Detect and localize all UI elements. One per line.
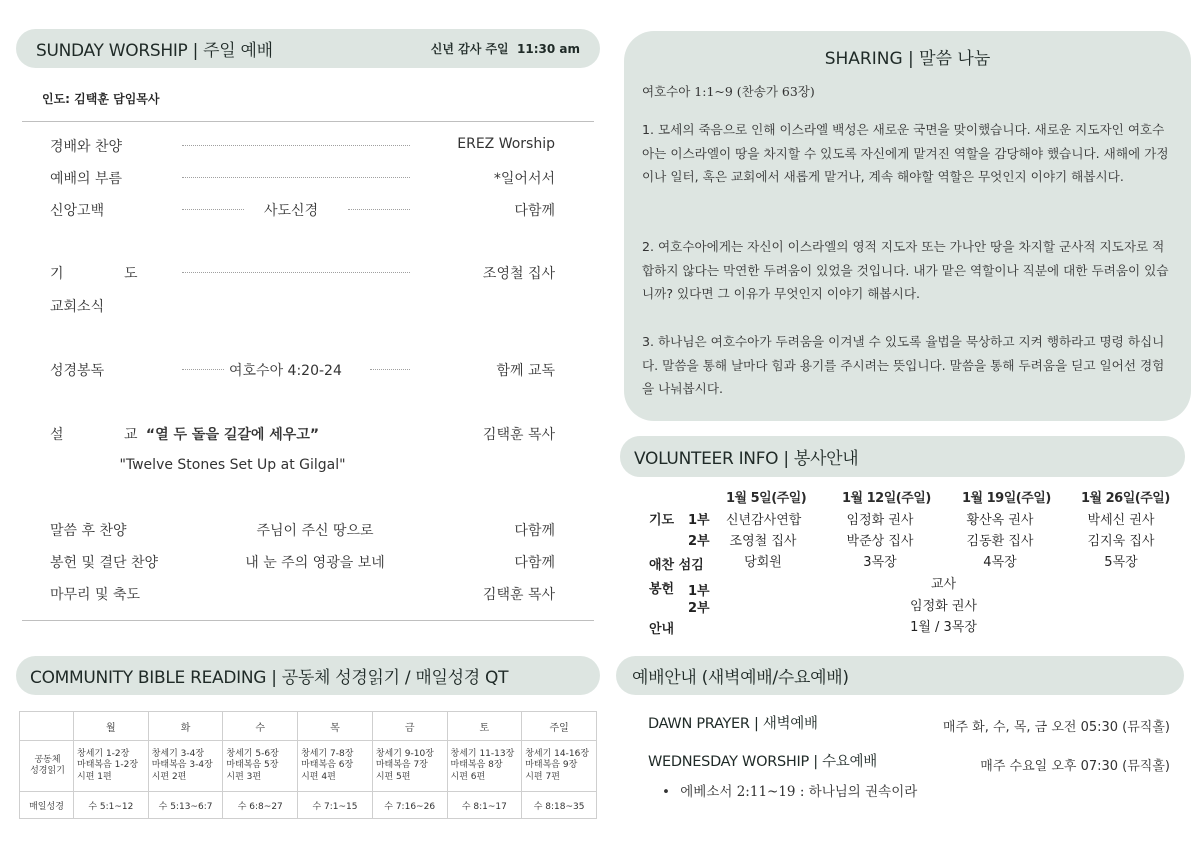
reading-cell: [447, 741, 522, 792]
volunteer-label-prayer: 기도: [649, 513, 675, 528]
volunteer-cell: 김동환 집사: [966, 534, 1034, 549]
reading-cell: [372, 741, 447, 792]
row-label-line: 공동체: [34, 754, 61, 765]
day-header: 목: [298, 712, 373, 741]
volunteer-cell: 김지욱 집사: [1087, 534, 1155, 549]
reading-cell: 수 5:13~6:7: [148, 792, 223, 819]
bullet-icon: •: [662, 784, 670, 800]
volunteer-date: 1월 5일(주일): [726, 491, 807, 506]
cell-line: 창세기 9-10장: [375, 748, 434, 759]
cell-line: 창세기 5-6장: [226, 748, 279, 759]
volunteer-date: 1월 12일(주일): [842, 491, 931, 506]
order-middle: 사도신경: [264, 203, 319, 219]
sharing-question-1: 1. 모세의 죽음으로 인해 이스라엘 백성은 새로운 국면을 맞이했습니다. 새로운 지도자인 여호수아는 이스라엘이 땅을 차지할 수 있도록 자신에게 맡겨진 역할을 감당해야 했습니다. 새해에 가정이나 일터, 혹은 교회에서 새롭게 맡거나, 계속 해야할 역할은 무엇인지 이야기 해봅시다.: [642, 122, 1169, 184]
volunteer-cell: 황산옥 권사: [966, 513, 1034, 528]
order-value: 다함께: [514, 203, 555, 219]
sharing-title: SHARING | 말씀 나눔: [824, 49, 991, 69]
sermon-title: “열 두 돌을 길갈에 세우고”: [145, 427, 320, 443]
order-row: [50, 200, 555, 222]
day-header: 금: [372, 712, 447, 741]
dotted-leader: [182, 209, 244, 210]
sermon-english: "Twelve Stones Set Up at Gilgal": [119, 457, 346, 473]
order-row: [50, 552, 555, 574]
reading-cell: 수 8:1~17: [447, 792, 522, 819]
row-label: [20, 741, 74, 792]
day-header: 월: [74, 712, 149, 741]
dawn-prayer-title: DAWN PRAYER | 새벽예배: [648, 716, 818, 732]
order-label: 마무리 및 축도: [50, 587, 141, 603]
sharing-question-3: 3. 하나님은 여호수아가 두려움을 이겨낼 수 있도록 율법을 묵상하고 지켜 행하라고 명령 하십니다. 말씀을 통해 날마다 힘과 용기를 주시려는 뜻입니다. 말씀을 통해 두려움을 딛고 일어선 경험을 나눠봅시다.: [642, 334, 1165, 396]
volunteer-offering-2: 임정화 권사: [910, 599, 977, 614]
order-label: 예배의 부름: [50, 171, 123, 187]
reading-cell: 수 6:8~27: [223, 792, 298, 819]
cell-line: 시편 7편: [525, 771, 560, 782]
reading-cell: [74, 741, 149, 792]
dotted-leader: [370, 369, 410, 370]
order-value: EREZ Worship: [457, 136, 555, 152]
volunteer-cell: 5목장: [1104, 555, 1138, 570]
order-value: 다함께: [514, 523, 555, 539]
cell-line: 창세기 14-16장: [525, 748, 590, 759]
day-header: 수: [223, 712, 298, 741]
order-row: [50, 263, 555, 285]
cell-line: 시편 3편: [226, 771, 262, 782]
wednesday-worship-time: 매주 수요일 오후 07:30 (뮤직홀): [980, 759, 1170, 774]
order-label: 성경봉독: [50, 363, 105, 379]
order-label: 설 교: [50, 427, 166, 443]
reading-table: [19, 711, 597, 819]
services-title: 예배안내 (새벽예배/수요예배): [632, 668, 849, 688]
order-label: 경배와 찬양: [50, 139, 123, 155]
volunteer-cell: 3목장: [863, 555, 897, 570]
order-row: [50, 136, 555, 158]
order-row: [50, 424, 555, 446]
worship-time: 11:30 am: [517, 42, 580, 56]
volunteer-label-first: 1부: [688, 513, 710, 528]
order-label: 기 도: [50, 266, 166, 282]
order-row: [50, 296, 555, 318]
table-row: [20, 792, 597, 819]
volunteer-date: 1월 19일(주일): [962, 491, 1051, 506]
cell-line: 마태복음 6장: [301, 760, 354, 771]
table-row: [20, 712, 597, 741]
order-row: [50, 360, 555, 382]
cell-line: 마태복음 9장: [525, 760, 578, 771]
wednesday-scripture: 에베소서 2:11~19 : 하나님의 권속이라: [680, 784, 918, 800]
volunteer-cell: 4목장: [983, 555, 1017, 570]
dotted-leader: [182, 272, 410, 273]
cell-line: 마태복음 3-4장: [151, 760, 213, 771]
worship-subtitle-prefix: 신년 감사 주일: [430, 42, 509, 56]
cell-line: 창세기 3-4장: [151, 748, 205, 759]
sharing-scripture: 여호수아 1:1~9 (찬송가 63장): [642, 84, 815, 99]
row-label: 매일성경: [20, 792, 74, 819]
volunteer-cell: 박세신 권사: [1087, 513, 1155, 528]
cell-line: 마태복음 5장: [226, 760, 279, 771]
volunteer-label-first: 1부: [688, 584, 710, 599]
volunteer-cell: 임정화 권사: [846, 513, 914, 528]
table-corner: [20, 712, 74, 741]
order-value: 조영철 집사: [482, 266, 555, 282]
order-label: 교회소식: [50, 299, 105, 315]
order-middle: 주님이 주신 땅으로: [256, 523, 374, 539]
reading-cell: [223, 741, 298, 792]
cell-line: 시편 4편: [301, 771, 336, 782]
order-value: 다함께: [514, 555, 555, 571]
volunteer-cell: 박준상 집사: [846, 534, 914, 549]
wednesday-bullet: [662, 780, 917, 800]
reading-cell: [148, 741, 223, 792]
volunteer-usher: 1월 / 3목장: [910, 620, 977, 635]
volunteer-title: VOLUNTEER INFO | 봉사안내: [634, 449, 859, 469]
worship-leader: 인도: 김택훈 담임목사: [42, 92, 160, 106]
dotted-leader: [182, 369, 224, 370]
cell-line: 창세기 11-13장: [450, 748, 515, 759]
volunteer-cell: 신년감사연합: [726, 513, 802, 528]
reading-cell: 수 7:1~15: [298, 792, 373, 819]
divider-bottom: [22, 620, 594, 621]
order-middle: 여호수아 4:20-24: [229, 363, 342, 379]
order-value: 김택훈 목사: [482, 587, 555, 603]
reading-cell: [298, 741, 373, 792]
day-header: 주일: [522, 712, 597, 741]
volunteer-header: [620, 436, 1185, 477]
order-row: [50, 520, 555, 542]
reading-title: COMMUNITY BIBLE READING | 공동체 성경읽기 / 매일성경 QT: [30, 668, 509, 688]
order-row: [50, 168, 555, 190]
day-header: 토: [447, 712, 522, 741]
volunteer-label-meal: 애찬 섬김: [649, 558, 704, 573]
order-value: 김택훈 목사: [482, 427, 555, 443]
volunteer-offering-1: 교사: [930, 577, 957, 592]
cell-line: 시편 1편: [77, 771, 112, 782]
row-label-line: 성경읽기: [30, 766, 65, 776]
worship-title: SUNDAY WORSHIP | 주일 예배: [36, 41, 273, 61]
volunteer-label-second: 2부: [688, 601, 710, 616]
cell-line: 마태복음 1-2장: [77, 760, 139, 771]
reading-header: [16, 656, 600, 695]
volunteer-date: 1월 26일(주일): [1081, 491, 1170, 506]
dotted-leader: [182, 177, 410, 178]
order-label: 말씀 후 찬양: [50, 523, 127, 539]
dotted-leader: [348, 209, 410, 210]
volunteer-label-second: 2부: [688, 534, 710, 549]
worship-header: [16, 29, 600, 68]
dotted-leader: [182, 145, 410, 146]
cell-line: 마태복음 8장: [450, 760, 503, 771]
sermon-english-row: [50, 457, 555, 479]
volunteer-cell: 조영철 집사: [729, 534, 797, 549]
cell-line: 창세기 7-8장: [301, 748, 354, 759]
sharing-question-2: 2. 여호수아에게는 자신이 이스라엘의 영적 지도자 또는 가나안 땅을 차지할 군사적 지도자로 적합하지 않다는 막연한 두려움이 있었을 것입니다. 내가 맡은 역할이나 직분에 대한 두려움이 있습니까? 있다면 그 이유가 무엇인지 이야기 해봅시다.: [642, 239, 1169, 301]
reading-cell: [522, 741, 597, 792]
cell-line: 시편 2편: [151, 771, 187, 782]
order-middle: 내 눈 주의 영광을 보네: [245, 555, 385, 571]
reading-cell: 수 8:18~35: [522, 792, 597, 819]
cell-line: 마태복음 7장: [375, 760, 428, 771]
order-label: 신앙고백: [50, 203, 105, 219]
reading-cell: 수 7:16~26: [372, 792, 447, 819]
wednesday-worship-title: WEDNESDAY WORSHIP | 수요예배: [648, 754, 877, 770]
order-row: [50, 584, 555, 606]
table-row: [20, 741, 597, 792]
volunteer-cell: 당회원: [744, 555, 782, 570]
worship-subtitle: [431, 40, 580, 57]
reading-cell: 수 5:1~12: [74, 792, 149, 819]
cell-line: 시편 6편: [450, 771, 486, 782]
services-header: [616, 656, 1184, 695]
divider-top: [22, 121, 594, 122]
order-value: 함께 교독: [496, 363, 555, 379]
volunteer-label-offering: 봉헌: [649, 582, 675, 597]
order-value: *일어서서: [493, 171, 555, 187]
dawn-prayer-time: 매주 화, 수, 목, 금 오전 05:30 (뮤직홀): [942, 720, 1170, 735]
day-header: 화: [148, 712, 223, 741]
volunteer-label-usher: 안내: [649, 622, 675, 637]
order-label: 봉헌 및 결단 찬양: [50, 555, 159, 571]
cell-line: 시편 5편: [375, 771, 411, 782]
cell-line: 창세기 1-2장: [77, 748, 130, 759]
